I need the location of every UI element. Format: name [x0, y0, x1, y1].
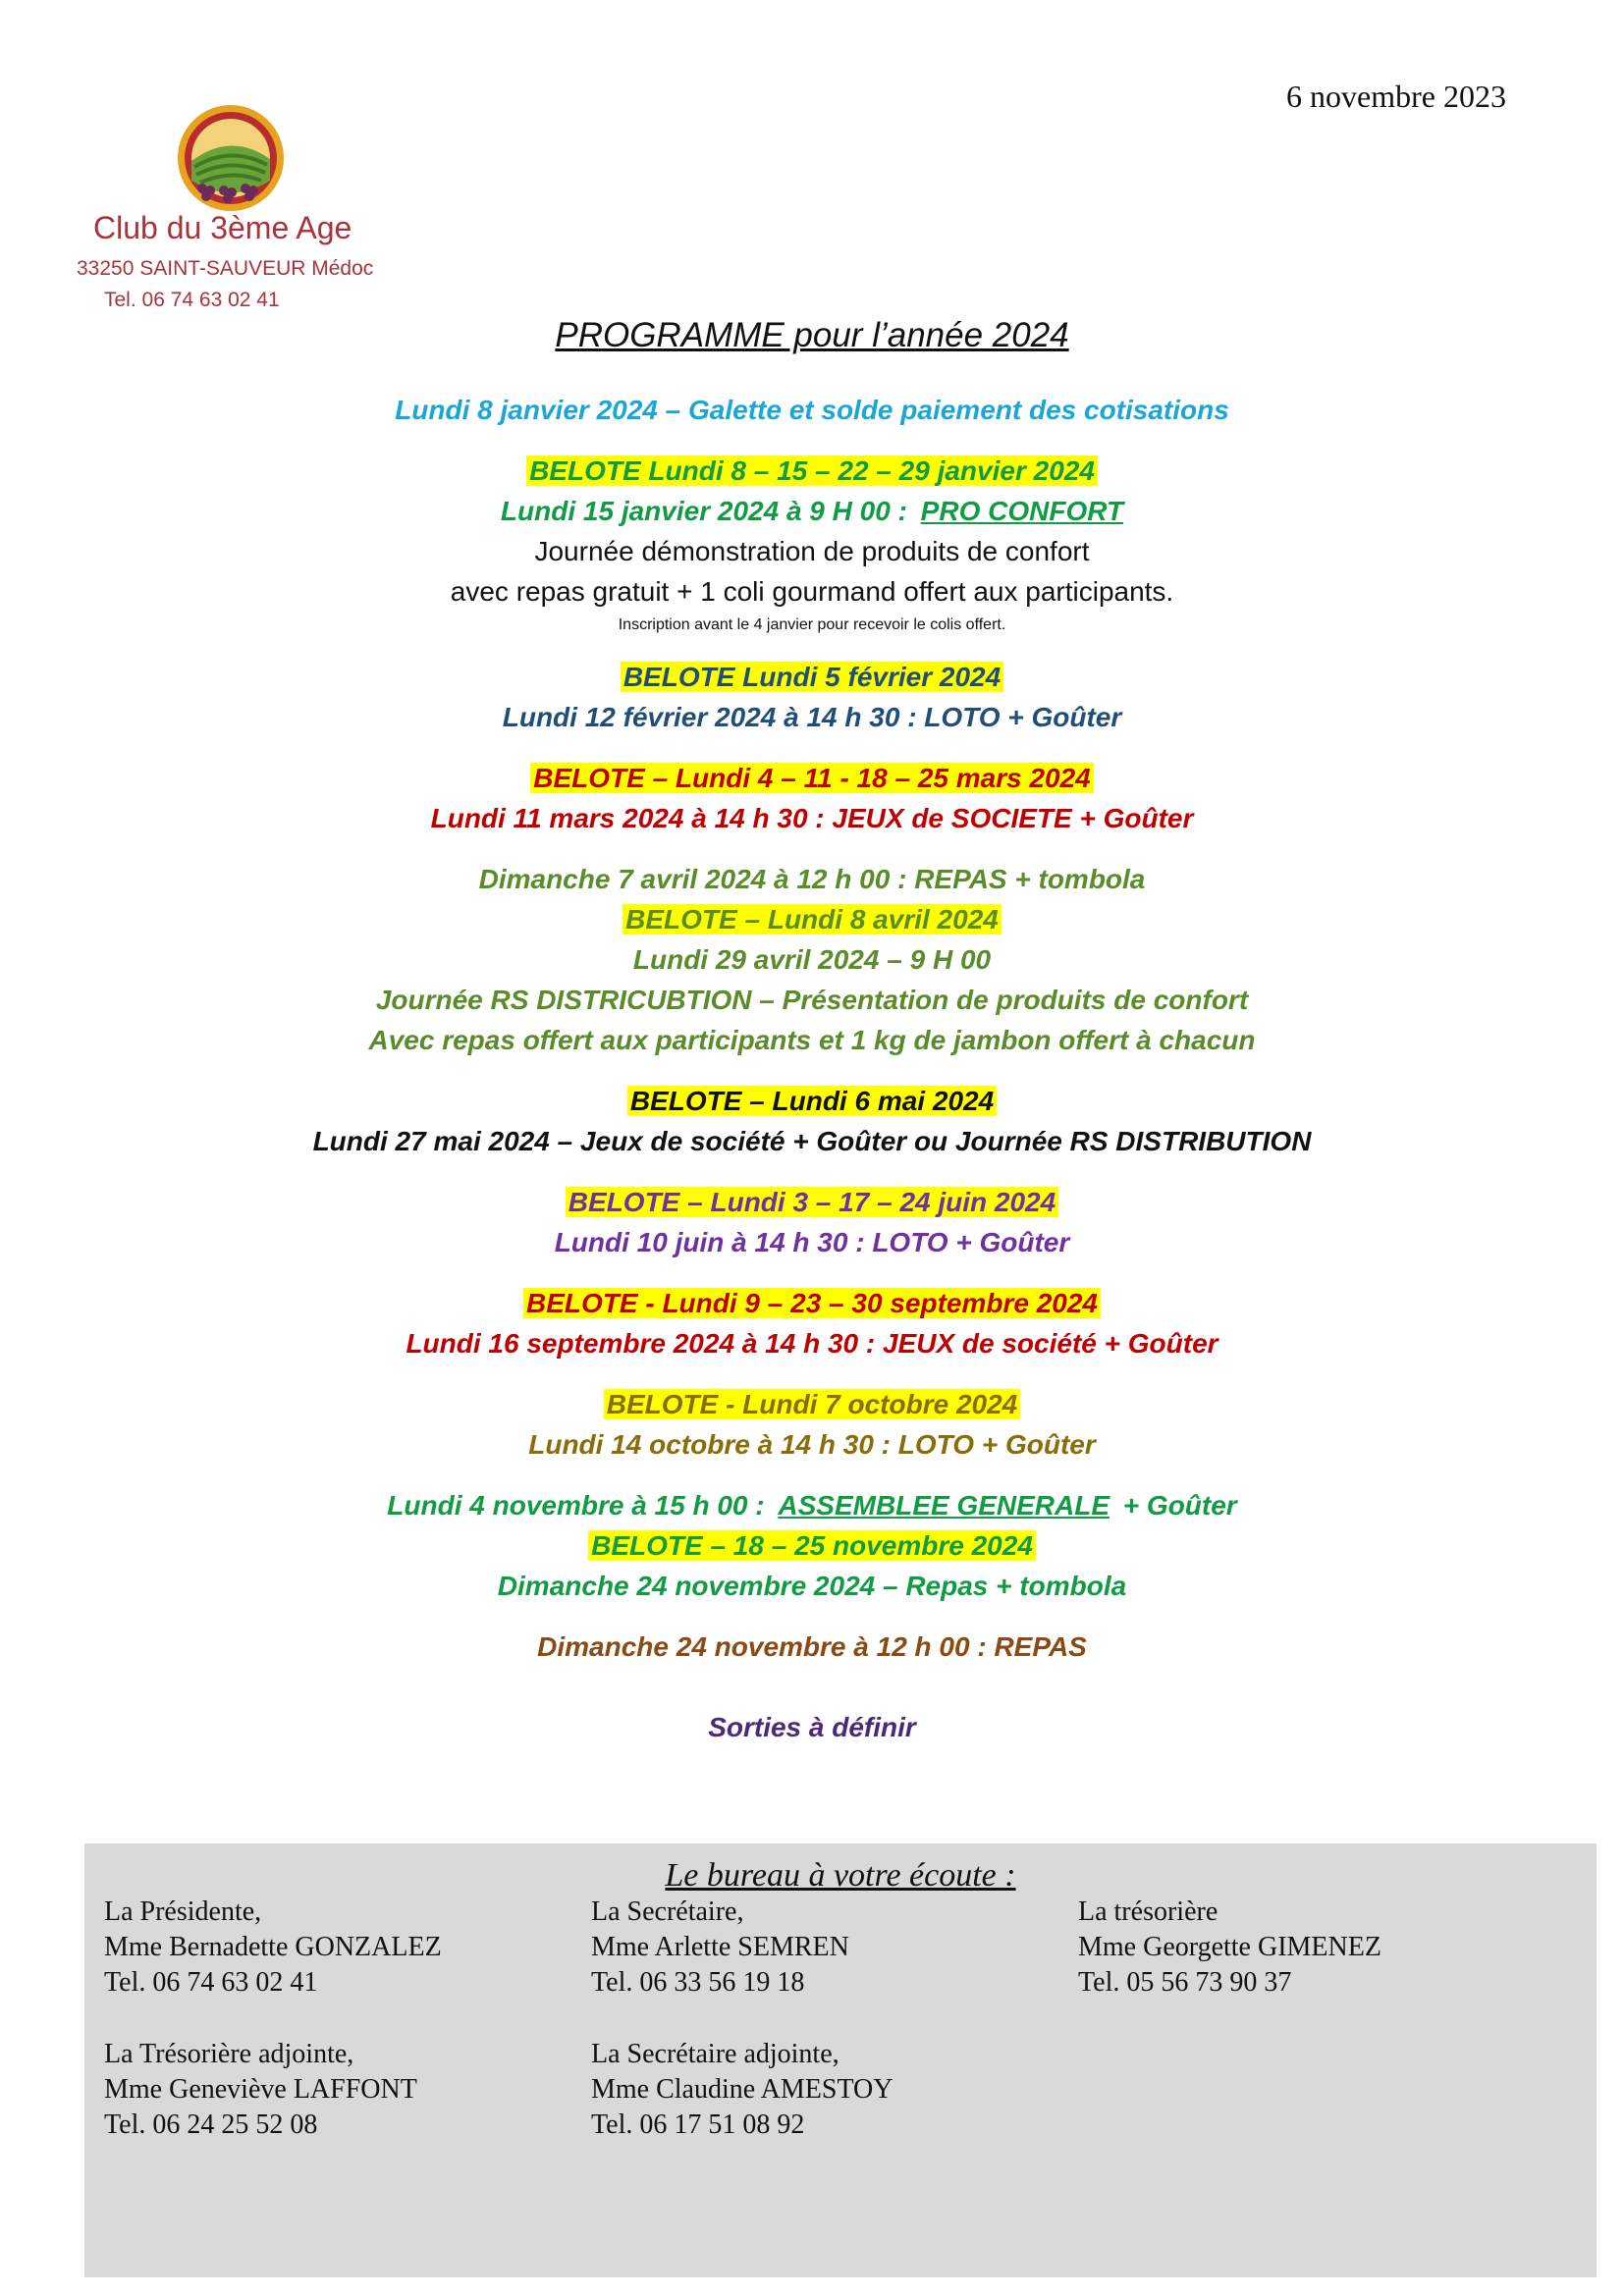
club-name: Club du 3ème Age: [93, 210, 352, 245]
contact-tel: Tel. 05 56 73 90 37: [1078, 1967, 1292, 1998]
bureau-title: Le bureau à votre écoute :: [665, 1857, 1016, 1894]
contact-role: La trésorière: [1078, 1896, 1218, 1927]
pro-confort-link[interactable]: PRO CONFORT: [920, 496, 1124, 526]
mar-belote: BELOTE – Lundi 4 – 11 - 18 – 25 mars 2024: [0, 762, 1624, 795]
contact-secretaire-adjointe: [591, 2037, 893, 2143]
apr-belote: BELOTE – Lundi 8 avril 2024: [0, 903, 1624, 936]
club-address: 33250 SAINT-SAUVEUR Médoc: [77, 257, 374, 280]
contact-name: Mme Geneviève LAFFONT: [104, 2074, 417, 2105]
contact-presidente: [104, 1895, 442, 2001]
apr-date29: Lundi 29 avril 2024 – 9 H 00: [632, 944, 992, 975]
contact-role: La Secrétaire adjointe,: [591, 2039, 839, 2069]
contact-role: La Secrétaire,: [591, 1896, 744, 1927]
jun-belote: BELOTE – Lundi 3 – 17 – 24 juin 2024: [0, 1186, 1624, 1219]
nov-assemblee: Lundi 4 novembre à 15 h 00 : ASSEMBLEE GENERALE + Goûter: [387, 1490, 1237, 1521]
nov-belote: BELOTE – 18 – 25 novembre 2024: [0, 1529, 1624, 1563]
contact-name: Mme Georgette GIMENEZ: [1078, 1932, 1381, 1962]
assemblee-generale-link[interactable]: ASSEMBLEE GENERALE: [778, 1490, 1110, 1521]
jan-galette: Lundi 8 janvier 2024 – Galette et solde paiement des cotisations: [395, 395, 1229, 425]
apr-repas: Dimanche 7 avril 2024 à 12 h 00 : REPAS + tombola: [478, 864, 1146, 894]
jan-inscription: Inscription avant le 4 janvier pour recevoir le colis offert.: [618, 616, 1006, 633]
contact-name: Mme Arlette SEMREN: [591, 1932, 849, 1962]
may-belote: BELOTE – Lundi 6 mai 2024: [0, 1085, 1624, 1118]
oct-belote: BELOTE - Lundi 7 octobre 2024: [0, 1388, 1624, 1421]
contact-role: La Présidente,: [104, 1896, 262, 1927]
mar-jeux: Lundi 11 mars 2024 à 14 h 30 : JEUX de SOCIETE + Goûter: [430, 803, 1194, 833]
sep-jeux: Lundi 16 septembre 2024 à 14 h 30 : JEUX de société + Goûter: [406, 1328, 1218, 1359]
oct-loto: Lundi 14 octobre à 14 h 30 : LOTO + Goûter: [528, 1429, 1096, 1460]
sep-belote: BELOTE - Lundi 9 – 23 – 30 septembre 2024: [0, 1287, 1624, 1320]
contact-tresoriere: [1078, 1895, 1381, 2001]
contact-tel: Tel. 06 17 51 08 92: [591, 2109, 805, 2140]
contact-name: Mme Bernadette GONZALEZ: [104, 1932, 442, 1962]
contact-role: La Trésorière adjointe,: [104, 2039, 354, 2069]
feb-loto: Lundi 12 février 2024 à 14 h 30 : LOTO + Goûter: [502, 702, 1122, 732]
apr-rs: Journée RS DISTRICUBTION – Présentation de produits de confort: [375, 985, 1249, 1015]
document-date: 6 novembre 2023: [1286, 79, 1506, 114]
contact-tel: Tel. 06 74 63 02 41: [104, 1967, 318, 1998]
apr-offert: Avec repas offert aux participants et 1 kg de jambon offert à chacun: [368, 1025, 1256, 1055]
contact-tresoriere-adjointe: [104, 2037, 417, 2143]
contact-secretaire: [591, 1895, 849, 2001]
contact-tel: Tel. 06 24 25 52 08: [104, 2109, 318, 2140]
jan-demo: Journée démonstration de produits de confort: [534, 536, 1090, 566]
jan-pro-confort: Lundi 15 janvier 2024 à 9 H 00 : PRO CONFORT: [0, 495, 1624, 528]
program-title: PROGRAMME pour l’année 2024: [555, 316, 1069, 354]
contact-tel: Tel. 06 33 56 19 18: [591, 1967, 805, 1998]
jun-loto: Lundi 10 juin à 14 h 30 : LOTO + Goûter: [554, 1227, 1070, 1257]
may-jeux: Lundi 27 mai 2024 – Jeux de société + Goûter ou Journée RS DISTRIBUTION: [312, 1126, 1312, 1156]
contact-name: Mme Claudine AMESTOY: [591, 2074, 893, 2105]
vineyard-logo-icon: [175, 102, 287, 214]
feb-belote: BELOTE Lundi 5 février 2024: [0, 661, 1624, 694]
jan-repas: avec repas gratuit + 1 coli gourmand offert aux participants.: [450, 576, 1174, 607]
jan-belote: BELOTE Lundi 8 – 15 – 22 – 29 janvier 2024: [0, 454, 1624, 488]
sorties: Sorties à définir: [708, 1712, 916, 1742]
nov-repas: Dimanche 24 novembre à 12 h 00 : REPAS: [537, 1631, 1087, 1662]
club-phone: Tel. 06 74 63 02 41: [104, 289, 280, 311]
nov-repas-tombola: Dimanche 24 novembre 2024 – Repas + tombola: [497, 1571, 1127, 1601]
bureau-panel: [84, 1843, 1597, 2277]
